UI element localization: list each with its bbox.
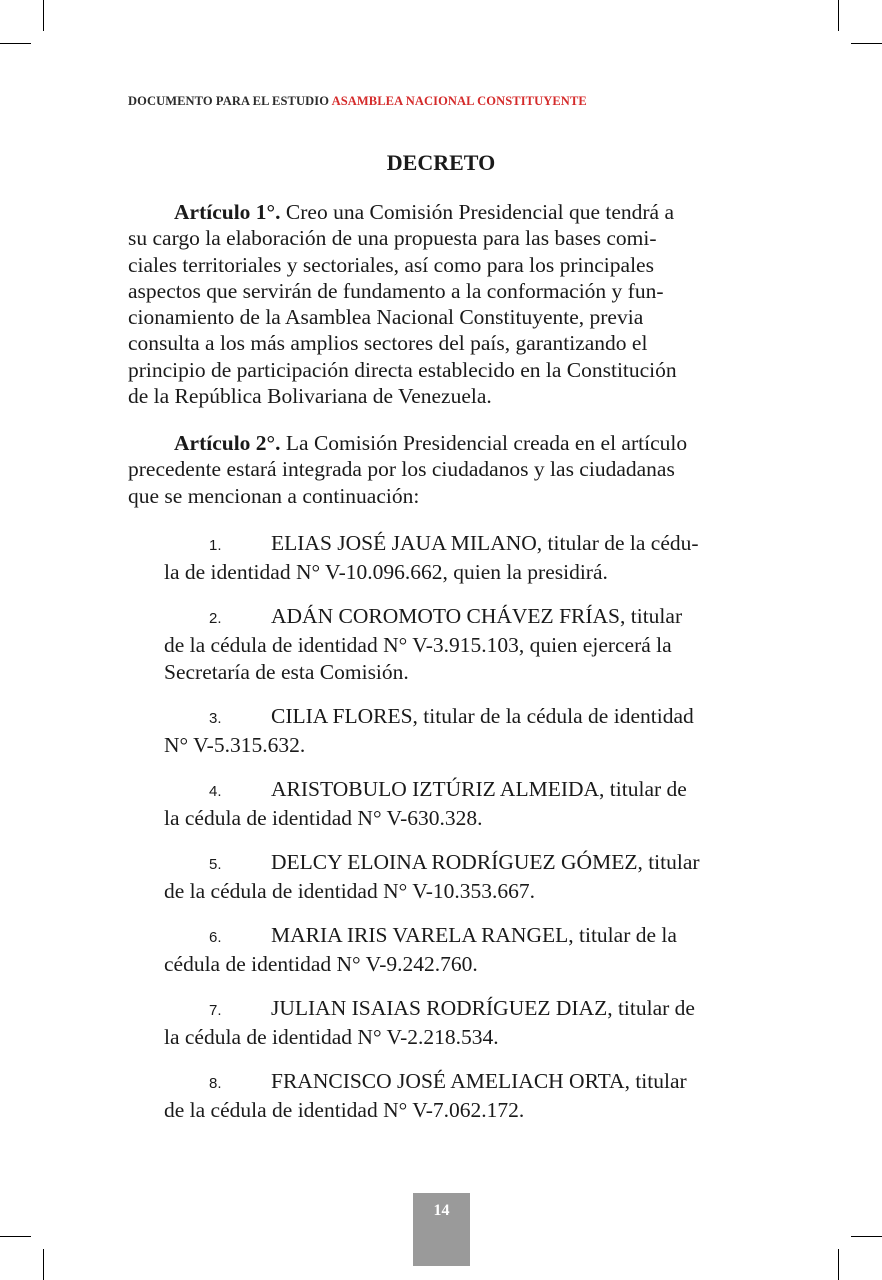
list-item-number: 7. <box>209 1002 222 1019</box>
list-item <box>164 530 764 586</box>
list-item-number: 3. <box>209 710 222 727</box>
list-item <box>164 603 764 685</box>
list-item-text: ARISTOBULO IZTÚRIZ ALMEIDA, titular de <box>271 777 687 801</box>
article-1-line: su cargo la elaboración de una propuesta para las bases comi- <box>128 226 657 251</box>
crop-mark-top-right-h <box>851 43 882 44</box>
list-item-text: la cédula de identidad N° V-2.218.534. <box>164 1025 499 1050</box>
list-item <box>164 995 764 1051</box>
list-item <box>164 922 764 978</box>
list-item-number: 5. <box>209 856 222 873</box>
list-item-text: de la cédula de identidad N° V-7.062.172. <box>164 1098 525 1123</box>
article-1-line: consulta a los más amplios sectores del país, garantizando el <box>128 331 648 356</box>
list-item-number: 1. <box>209 537 222 554</box>
list-item-text: JULIAN ISAIAS RODRÍGUEZ DIAZ, titular de <box>271 996 695 1020</box>
list-item <box>164 1068 764 1124</box>
page-title: DECRETO <box>386 150 496 175</box>
list-item-text: de la cédula de identidad N° V-3.915.103, quien ejercerá la <box>164 633 672 658</box>
crop-mark-top-left-v <box>43 0 44 31</box>
article-1 <box>128 199 748 409</box>
crop-mark-top-right-v <box>838 0 839 31</box>
running-head-prefix: DOCUMENTO PARA EL ESTUDIO <box>128 94 330 108</box>
list-item-text: Secretaría de esta Comisión. <box>164 659 409 684</box>
article-2-line: La Comisión Presidencial creada en el artículo <box>280 431 688 455</box>
list-item-text: N° V-5.315.632. <box>164 733 306 758</box>
article-1-line: aspectos que servirán de fundamento a la conformación y fun- <box>128 278 664 303</box>
list-item-text: DELCY ELOINA RODRÍGUEZ GÓMEZ, titular <box>271 850 700 874</box>
article-1-line: ciales territoriales y sectoriales, así como para los principales <box>128 252 654 277</box>
article-2-line: precedente estará integrada por los ciudadanos y las ciudadanas <box>128 457 675 482</box>
article-1-line: principio de participación directa establecido en la Constitución <box>128 357 677 382</box>
article-2 <box>128 430 748 509</box>
list-item-text: CILIA FLORES, titular de la cédula de identidad <box>271 704 694 728</box>
article-1-line: de la República Bolivariana de Venezuela. <box>128 384 492 409</box>
list-item <box>164 776 764 832</box>
list-item-text: ADÁN COROMOTO CHÁVEZ FRÍAS, titular <box>271 604 683 628</box>
list-item-text: ELIAS JOSÉ JAUA MILANO, titular de la cédu- <box>271 531 699 555</box>
list-item-number: 8. <box>209 1075 222 1092</box>
running-head-accent: ASAMBLEA NACIONAL CONSTITUYENTE <box>331 94 587 108</box>
article-2-heading: Artículo 2°. <box>174 431 281 455</box>
crop-mark-bottom-left-v <box>43 1249 44 1280</box>
article-1-heading: Artículo 1°. <box>174 200 281 224</box>
list-item-text: MARIA IRIS VARELA RANGEL, titular de la <box>271 923 677 947</box>
article-1-line: Creo una Comisión Presidencial que tendrá a <box>280 200 674 224</box>
list-item-text: la de identidad N° V-10.096.662, quien la presidirá. <box>164 560 608 585</box>
page-number-box <box>413 1193 470 1266</box>
running-head <box>128 94 587 109</box>
list-item-text: FRANCISCO JOSÉ AMELIACH ORTA, titular <box>271 1069 687 1093</box>
crop-mark-top-left-h <box>0 43 31 44</box>
list-item <box>164 703 764 759</box>
crop-mark-bottom-left-h <box>0 1236 31 1237</box>
article-2-line: que se mencionan a continuación: <box>128 483 420 508</box>
crop-mark-bottom-right-h <box>851 1236 882 1237</box>
page-number: 14 <box>433 1202 450 1219</box>
list-item <box>164 849 764 905</box>
crop-mark-bottom-right-v <box>838 1249 839 1280</box>
list-item-number: 2. <box>209 610 222 627</box>
list-item-text: cédula de identidad N° V-9.242.760. <box>164 952 478 977</box>
list-item-text: de la cédula de identidad N° V-10.353.667. <box>164 879 536 904</box>
list-item-text: la cédula de identidad N° V-630.328. <box>164 806 483 831</box>
article-1-line: cionamiento de la Asamblea Nacional Constituyente, previa <box>128 305 644 330</box>
list-item-number: 6. <box>209 929 222 946</box>
list-item-number: 4. <box>209 783 222 800</box>
